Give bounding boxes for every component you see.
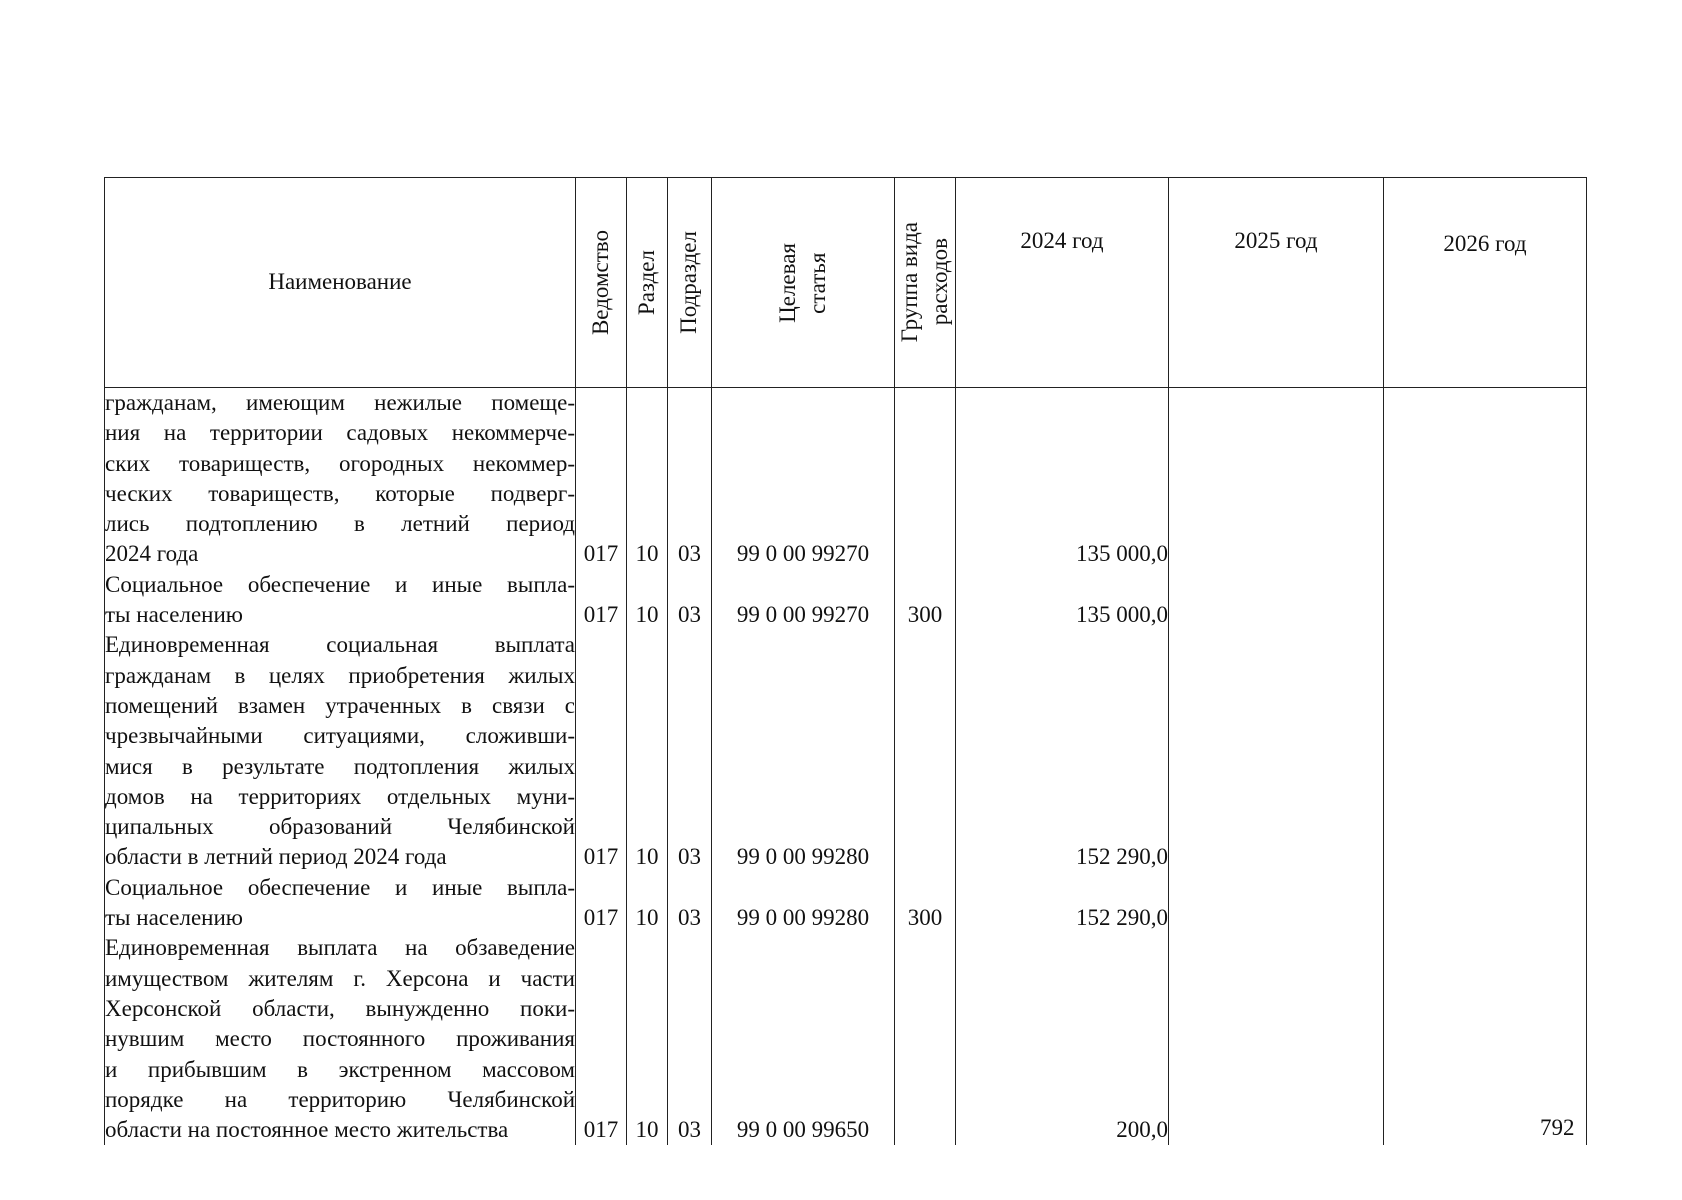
row-y2024-cell: 200,0 bbox=[956, 933, 1169, 1145]
header-2025: 2025 год bbox=[1169, 178, 1384, 388]
row-razdel-cell: 10 bbox=[627, 388, 668, 570]
page-number: 792 bbox=[1540, 1115, 1575, 1140]
row-vedomstvo-cell: 017 bbox=[576, 933, 627, 1145]
row-razdel-cell: 10 bbox=[627, 630, 668, 872]
header-razdel: Раздел bbox=[627, 178, 668, 388]
row-y2024-cell: 152 290,0 bbox=[956, 873, 1169, 934]
table-row bbox=[105, 570, 1587, 631]
row-vedomstvo-cell: 017 bbox=[576, 388, 627, 570]
header-gruppa: Группа вида расходов bbox=[895, 178, 956, 388]
row-podrazdel-cell: 03 bbox=[668, 873, 712, 934]
table-row bbox=[105, 873, 1587, 934]
row-y2025-cell bbox=[1169, 388, 1384, 570]
row-gruppa-cell: 300 bbox=[895, 570, 956, 631]
row-y2026-cell bbox=[1384, 873, 1587, 934]
row-y2026-cell bbox=[1384, 570, 1587, 631]
row-y2026-cell bbox=[1384, 933, 1587, 1145]
row-gruppa-cell bbox=[895, 388, 956, 570]
header-row bbox=[105, 178, 1587, 388]
row-name-cell: Единовременная социальная выплата гражданам в целях приобретения жилых помещений взамен утраченных в связи с чрезвычайными ситуациями, сложивши- мися в результате подтопления жилых домов на территориях отдельных муни- ципальных образований Челябинской области в летний период 2024 года bbox=[105, 630, 576, 872]
row-name-cell: Социальное обеспечение и иные выпла- ты населению bbox=[105, 570, 576, 631]
header-celevaya: Целевая статья bbox=[712, 178, 895, 388]
header-vedomstvo: Ведомство bbox=[576, 178, 627, 388]
row-razdel-cell: 10 bbox=[627, 873, 668, 934]
header-podrazdel: Подраздел bbox=[668, 178, 712, 388]
header-name: Наименование bbox=[105, 178, 576, 388]
row-podrazdel-cell: 03 bbox=[668, 570, 712, 631]
row-vedomstvo-cell: 017 bbox=[576, 630, 627, 872]
row-celevaya-cell: 99 0 00 99650 bbox=[712, 933, 895, 1145]
row-celevaya-cell: 99 0 00 99280 bbox=[712, 873, 895, 934]
row-y2024-cell: 135 000,0 bbox=[956, 388, 1169, 570]
row-y2026-cell bbox=[1384, 388, 1587, 570]
row-name-cell: Единовременная выплата на обзаведение имуществом жителям г. Херсона и части Херсонской области, вынужденно поки- нувшим место постоянного проживания и прибывшим в экстренном массовом порядке на территорию Челябинской области на постоянное место жительства bbox=[105, 933, 576, 1145]
row-razdel-cell: 10 bbox=[627, 933, 668, 1145]
row-celevaya-cell: 99 0 00 99270 bbox=[712, 388, 895, 570]
row-y2026-cell bbox=[1384, 630, 1587, 872]
row-podrazdel-cell: 03 bbox=[668, 630, 712, 872]
row-name-cell: гражданам, имеющим нежилые помеще- ния на территории садовых некоммерче- ских товариществ, огородных некоммер- ческих товариществ, которые подверг- лись подтоплению в летний период 2024 года bbox=[105, 388, 576, 570]
row-y2025-cell bbox=[1169, 630, 1384, 872]
budget-table bbox=[104, 177, 1587, 1145]
row-y2024-cell: 152 290,0 bbox=[956, 630, 1169, 872]
row-vedomstvo-cell: 017 bbox=[576, 873, 627, 934]
row-gruppa-cell bbox=[895, 933, 956, 1145]
row-vedomstvo-cell: 017 bbox=[576, 570, 627, 631]
row-y2025-cell bbox=[1169, 933, 1384, 1145]
row-razdel-cell: 10 bbox=[627, 570, 668, 631]
row-celevaya-cell: 99 0 00 99270 bbox=[712, 570, 895, 631]
table-row bbox=[105, 630, 1587, 872]
row-gruppa-cell: 300 bbox=[895, 873, 956, 934]
table-row bbox=[105, 933, 1587, 1145]
row-gruppa-cell bbox=[895, 630, 956, 872]
table-row bbox=[105, 388, 1587, 570]
row-podrazdel-cell: 03 bbox=[668, 933, 712, 1145]
header-2024: 2024 год bbox=[956, 178, 1169, 388]
row-y2024-cell: 135 000,0 bbox=[956, 570, 1169, 631]
row-name-cell: Социальное обеспечение и иные выпла- ты населению bbox=[105, 873, 576, 934]
row-y2025-cell bbox=[1169, 873, 1384, 934]
header-2026: 2026 год bbox=[1384, 178, 1587, 388]
row-y2025-cell bbox=[1169, 570, 1384, 631]
row-celevaya-cell: 99 0 00 99280 bbox=[712, 630, 895, 872]
row-podrazdel-cell: 03 bbox=[668, 388, 712, 570]
